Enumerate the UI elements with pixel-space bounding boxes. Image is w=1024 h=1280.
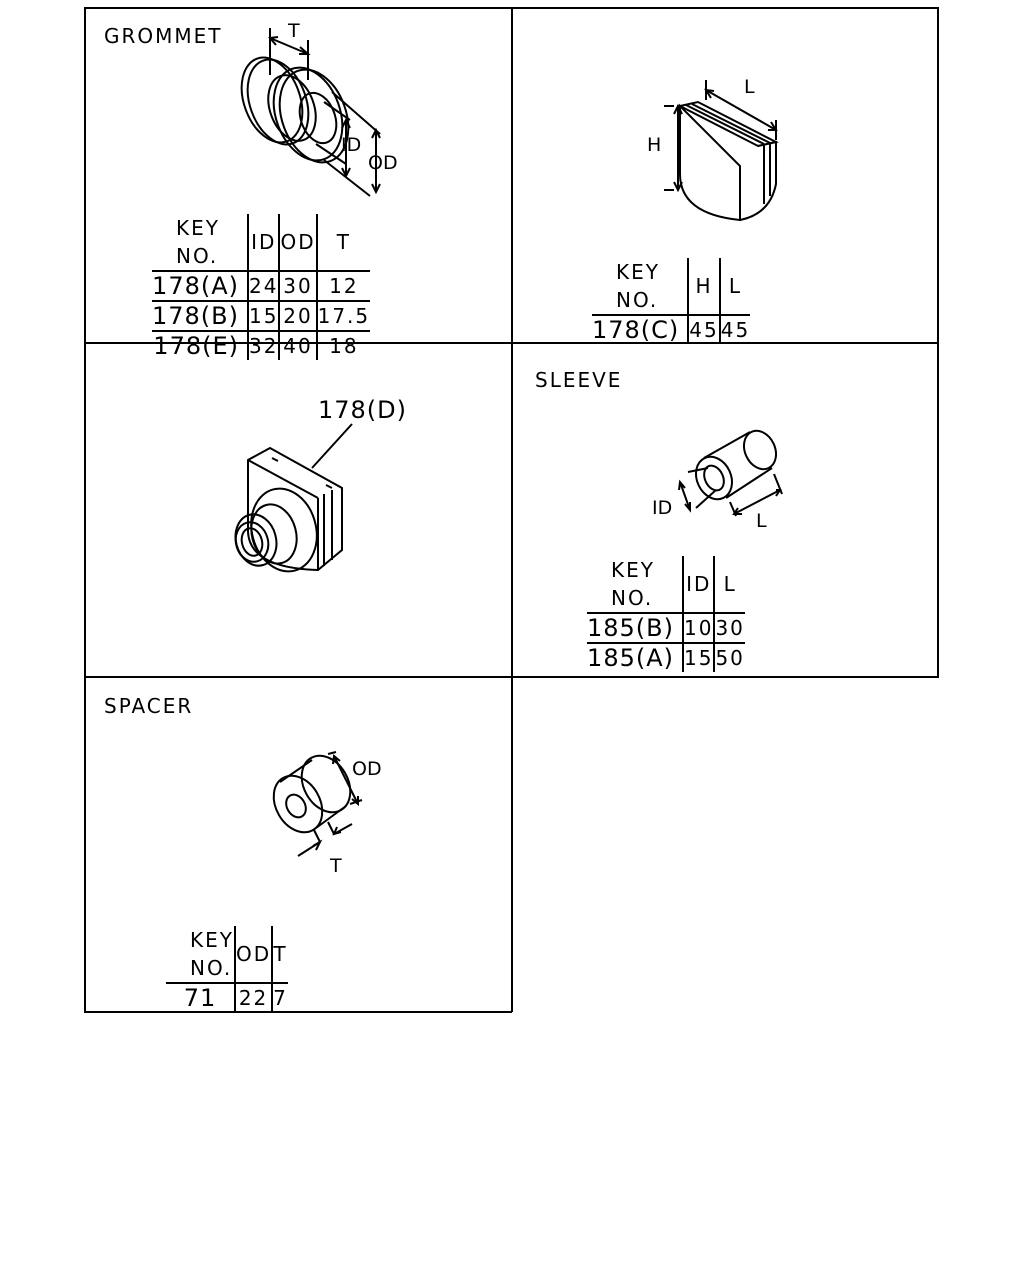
flanged-grommet-drawing (222, 420, 362, 580)
l-cell: 45 (720, 315, 750, 344)
grommet-id-label: ID (341, 134, 362, 156)
sleeve-l-label: L (756, 510, 767, 532)
table-row (152, 331, 370, 360)
spacer-title: SPACER (104, 694, 194, 718)
grommet-t-label: T (288, 20, 300, 42)
table-row (592, 315, 750, 344)
table-row (166, 983, 288, 1012)
table-row (152, 301, 370, 331)
table-header: L (714, 556, 744, 613)
id-cell: 15 (248, 301, 279, 331)
h-cell: 45 (688, 315, 719, 344)
table-header: ID (248, 214, 279, 271)
callout-label: 178(D) (318, 396, 408, 424)
table-header: KEY NO. (611, 558, 655, 610)
sleeve-table (587, 556, 745, 672)
table-header: KEY NO. (190, 928, 234, 980)
l-cell: 50 (714, 643, 744, 672)
od-cell: 30 (279, 271, 316, 301)
block-h-label: H (647, 134, 662, 156)
table-header: OD (235, 926, 272, 983)
od-cell: 40 (279, 331, 316, 360)
id-cell: 15 (683, 643, 714, 672)
id-cell: 10 (683, 613, 714, 643)
key-cell: 178(A) (152, 271, 248, 301)
od-cell: 22 (235, 983, 272, 1012)
key-cell: 185(B) (587, 613, 683, 643)
grommet-od-label: OD (368, 152, 398, 174)
key-cell: 178(E) (152, 331, 248, 360)
table-header: OD (279, 214, 316, 271)
table-row (152, 271, 370, 301)
t-cell: 17.5 (317, 301, 371, 331)
l-cell: 30 (714, 613, 744, 643)
key-cell: 71 (166, 983, 235, 1012)
table-row (587, 643, 745, 672)
id-cell: 32 (248, 331, 279, 360)
key-cell: 178(B) (152, 301, 248, 331)
spacer-table (166, 926, 288, 1012)
table-header: T (317, 214, 371, 271)
sleeve-id-label: ID (652, 497, 673, 519)
sleeve-drawing (650, 424, 800, 534)
grommet-table (152, 214, 370, 360)
grommet-drawing (220, 20, 420, 210)
t-cell: 12 (317, 271, 371, 301)
table-header: KEY NO. (176, 216, 220, 268)
od-cell: 20 (279, 301, 316, 331)
table-header: L (720, 258, 750, 315)
table-header: KEY NO. (616, 260, 660, 312)
t-cell: 7 (272, 983, 288, 1012)
t-cell: 18 (317, 331, 371, 360)
sleeve-title: SLEEVE (535, 368, 623, 392)
grommet-title: GROMMET (104, 24, 223, 48)
key-cell: 178(C) (592, 315, 688, 344)
table-header: H (688, 258, 719, 315)
spacer-t-label: T (330, 855, 342, 877)
table-row (587, 613, 745, 643)
block-l-label: L (744, 76, 755, 98)
key-cell: 185(A) (587, 643, 683, 672)
block-drawing (640, 74, 810, 234)
table-header: T (272, 926, 288, 983)
block-table (592, 258, 750, 344)
spacer-od-label: OD (352, 758, 382, 780)
table-header: ID (683, 556, 714, 613)
id-cell: 24 (248, 271, 279, 301)
